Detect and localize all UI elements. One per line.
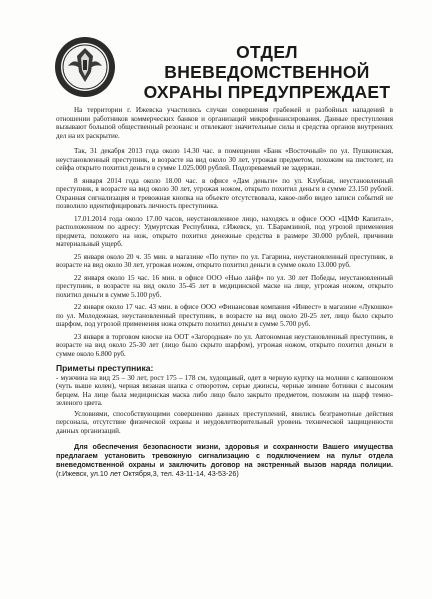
case-paragraph: 8 января 2014 года около 18.00 час. в офисе «Дам деньги» по ул. Клубная, неустановленный преступник, в возрасте на вид около 30 лет, угрожая ножом, открыто похитил деньги в сумме 23.150 рублей. Охранная сигнализация и тревожная кнопка на объекте отсутствовала, какое-либо видео записи событий не позволило идентифицировать личность преступника. — [56, 176, 393, 210]
title-line-2: ВНЕВЕДОМСТВЕННОЙ — [164, 62, 370, 82]
page-title — [142, 42, 392, 102]
document-body — [56, 106, 393, 482]
case-paragraph: Так, 31 декабря 2013 года около 14.30 час. в помещении «Банк «Восточный» по ул. Пушкинская, неустановленный преступник, в возрасте на вид около 30 лет, угрожая предметом, похожим на пистолет, из сейфа открыто похитил деньги в сумме 1.025.000 рублей. Подозреваемый не задержан. — [56, 147, 393, 172]
title-line-1: ОТДЕЛ — [236, 42, 298, 62]
suspect-signs-heading: Приметы преступника: — [56, 363, 154, 373]
case-paragraph: 23 января в торговом киоске на ООТ «Загородная» по ул. Автономная неустановленный преступник, в возрасте на вид около 25-30 лет (лицо было скрыто шарфом), угрожая ножом, открыто похитил деньги в сумме около 6.800 руб. — [56, 332, 393, 358]
case-paragraph: 22 января около 15 час. 16 мин. в офисе ООО «Нью лайф» по ул. 30 лет Победы, неустановленный преступник, в возрасте на вид около 35-45 лет в медицинской маске на лице, угрожая ножом, открыто похитил деньги в сумме 5.100 руб. — [56, 273, 393, 299]
intro-paragraph: На территории г. Ижевска участились случаи совершения грабежей и разбойных нападений в отношении работников коммерческих банков и организаций микрофинансирования. Данные преступления вызывают большой общественный резонанс и отвлекают значительные силы и средства органов внутренних дел на их раскрытие. — [56, 106, 393, 140]
conclusion-paragraph: Условиями, способствующими совершению данных преступлений, явились безграмотные действия персонала, отсутствие физической охраны и неудовлетворительный уровень технической защищенности данных организаций. — [56, 409, 393, 435]
final-appeal — [56, 443, 393, 479]
case-paragraph: 17.01.2014 года около 17.00 часов, неустановленное лицо, находясь в офисе ООО «ЦМФ Капитал», расположенном по адресу: Удмуртская Республика, г.Ижевск, ул. Т.Барамзиной, под угрозой применения предмета, похожего на нож, открыто похитил денежные средства в размере 30.000 рублей, причинив материальный ущерб. — [56, 214, 393, 248]
police-emblem-icon — [54, 36, 116, 98]
title-line-3: ОХРАНЫ ПРЕДУПРЕЖДАЕТ — [143, 82, 391, 102]
case-paragraph: 25 января около 20 ч. 35 мин. в магазине «По пути» по ул. Гагарина, неустановленный преступник, в возрасте на вид около 30 лет, угрожая ножом, открыто похитил деньги в сумме около 13.000 руб. — [56, 252, 393, 269]
suspect-sign-item: - мужчина на вид 25 – 30 лет, рост 175 – 178 см, худощавый, одет в черную куртку на молнии с капюшоном (чуть выше колен), черная вязаная шапка с отворотом, серые джинсы, черные зимние ботинки с высоким берцем. На лице была медицинская маска либо лицо было закрыто предметом, похожим на шарф темно-зеленого цвета. — [56, 373, 393, 407]
case-paragraph: 22 января около 17 час. 43 мин. в офисе ООО «Финансовая компания «Инвест» в магазине «Лукошко» по ул. Молодежная, неустановленный преступник, в возрасте на вид около 20-25 лет, лицо было скрыто шарфом, под угрозой применения ножа открыто похитил деньги в сумме 5.700 руб. — [56, 303, 393, 328]
contact-info: (г.Ижевск, ул.10 лет Октября,3, тел. 43-11-14, 43-53-26) — [56, 470, 239, 478]
final-appeal-text: Для обеспечения безопасности жизни, здоровья и сохранности Вашего имущества предлагаем установить тревожную сигнализацию с подключением на пульт отдела вневедомственной охраны и заключить договор на экстренный вызов наряда полиции. — [56, 443, 393, 469]
